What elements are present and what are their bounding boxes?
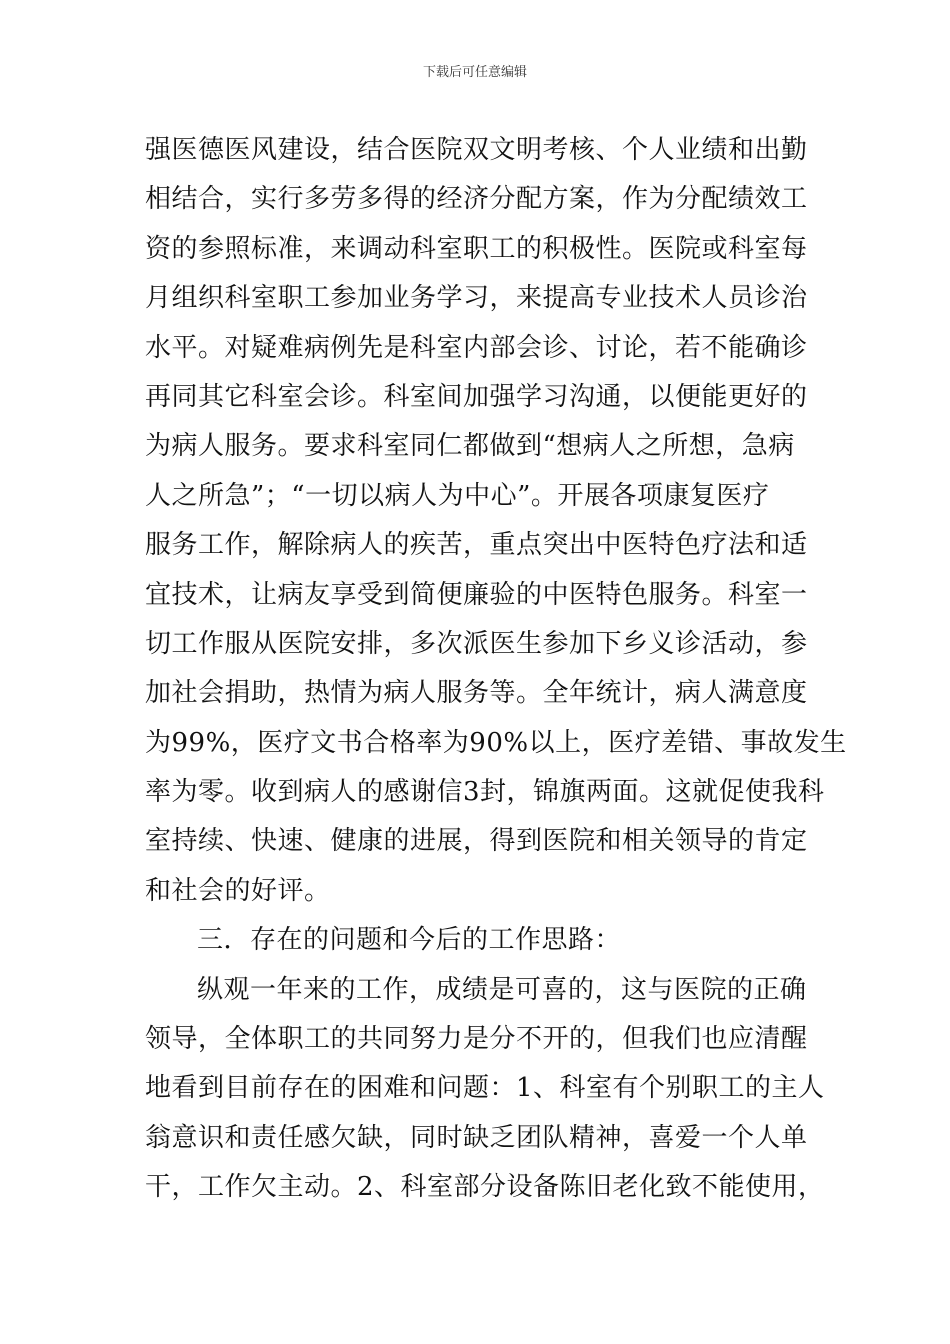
text-line: 纵观一年来的工作，成绩是可喜的，这与医院的正确 [197, 974, 807, 1005]
text-line: 室持续、快速、健康的进展，得到医院和相关领导的肯定 [145, 826, 808, 857]
text-line: 领导，全体职工的共同努力是分不开的，但我们也应清醒 [145, 1024, 808, 1055]
text-line: 人之所急”；“一切以病人为中心”。开展各项康复医疗 [145, 480, 770, 511]
text-line: 资的参照标准，来调动科室职工的积极性。医院或科室每 [145, 233, 808, 264]
text-line: 为病人服务。要求科室同仁都做到“想病人之所想，急病 [145, 431, 795, 462]
page-header: 下载后可任意编辑 [422, 65, 527, 80]
text-line: 加社会捐助，热情为病人服务等。全年统计，病人满意度 [145, 678, 808, 709]
text-line: 和社会的好评。 [145, 875, 331, 906]
text-line: 服务工作，解除病人的疾苦，重点突出中医特色疗法和适 [145, 530, 808, 561]
text-line: 强医德医风建设，结合医院双文明考核、个人业绩和出勤 [145, 135, 808, 165]
text-line: 干，工作欠主动。2、科室部分设备陈旧老化致不能使用， [145, 1172, 825, 1203]
text-line: 地看到目前存在的困难和问题：1、科室有个别职工的主人 [145, 1073, 825, 1104]
text-line: 切工作服从医院安排，多次派医生参加下乡义诊活动，参 [145, 628, 808, 659]
text-line: 宜技术，让病友享受到简便廉验的中医特色服务。科室一 [145, 579, 808, 610]
text-line: 相结合，实行多劳多得的经济分配方案，作为分配绩效工 [145, 184, 808, 215]
text-line: 再同其它科室会诊。科室间加强学习沟通，以便能更好的 [145, 381, 808, 412]
text-line: 水平。对疑难病例先是科室内部会诊、讨论，若不能确诊 [145, 332, 808, 363]
text-line: 率为零。收到病人的感谢信3封，锦旗两面。这就促使我科 [145, 777, 825, 808]
text-line: 翁意识和责任感欠缺，同时缺乏团队精神，喜爱一个人单 [145, 1122, 808, 1153]
text-line: 月组织科室职工参加业务学习，来提高专业技术人员诊治 [145, 283, 808, 314]
document-body [145, 126, 847, 1213]
text-line: 为99%，医疗文书合格率为90%以上，医疗差错、事故发生 [145, 727, 847, 758]
section-heading: 三．存在的问题和今后的工作思路： [197, 925, 622, 956]
